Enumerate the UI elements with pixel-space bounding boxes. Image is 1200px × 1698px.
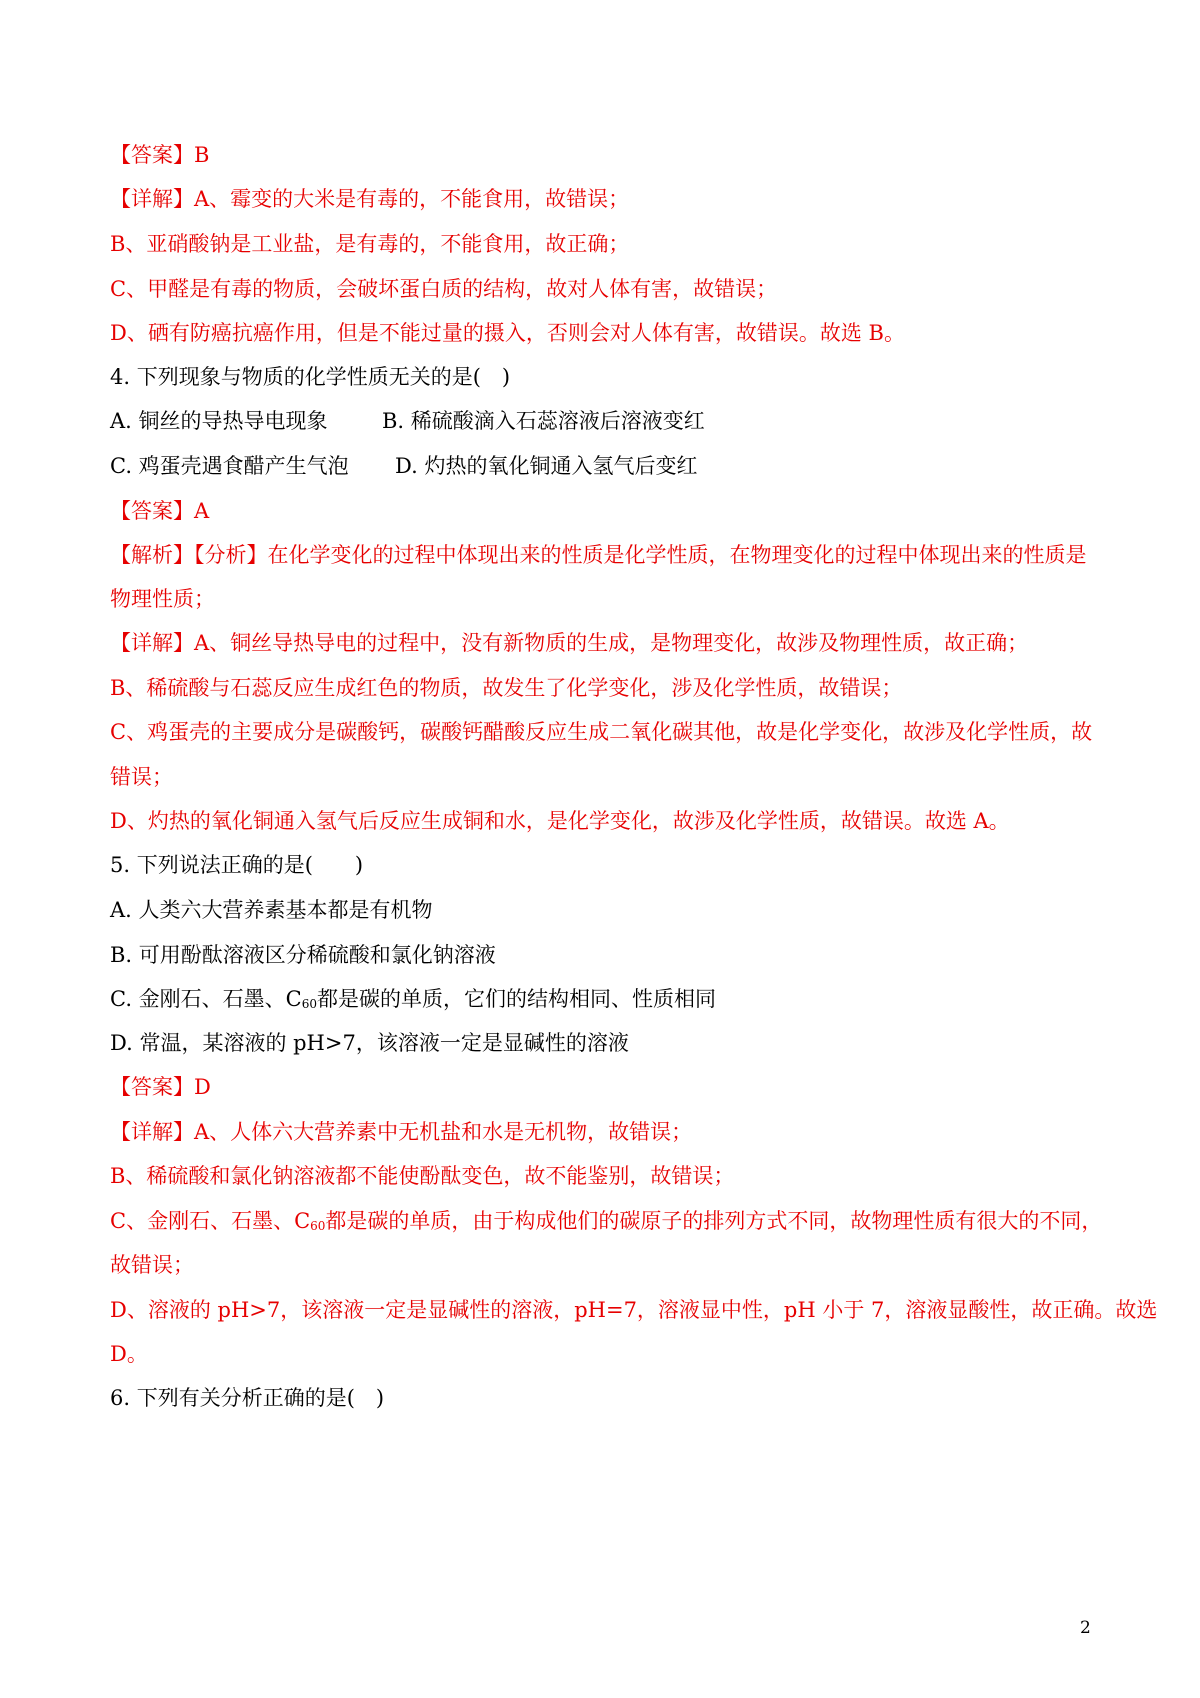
q4-detail-line: C、鸡蛋壳的主要成分是碳酸钙，碳酸钙醋酸反应生成二氧化碳其他，故是化学变化，故涉及化学性质，故 — [110, 720, 1093, 744]
q4-options-row-2 — [110, 451, 1110, 481]
q5-detail-line: 故错误； — [110, 1253, 194, 1277]
q4-stem: 4. 下列现象与物质的化学性质无关的是( ) — [110, 365, 511, 389]
q4-option-a: A. 铜丝的导热导电现象 — [110, 409, 328, 433]
q3-answer: 【答案】B — [110, 143, 210, 167]
q5-detail-line — [110, 1206, 1110, 1241]
q5-detail-line: D、溶液的 pH>7，该溶液一定是显碱性的溶液，pH=7，溶液显中性，pH 小于 7，溶液显酸性，故正确。故选 — [110, 1298, 1158, 1322]
q5-detail-line: D。 — [110, 1342, 148, 1366]
q5-detail-c-text: C、金刚石、石墨、C — [110, 1209, 311, 1233]
q5-answer: 【答案】D — [110, 1075, 211, 1099]
q4-detail-line: 【详解】A、铜丝导热导电的过程中，没有新物质的生成，是物理变化，故涉及物理性质，故正确； — [110, 631, 1029, 655]
q5-option-d: D. 常温，某溶液的 pH>7，该溶液一定是显碱性的溶液 — [110, 1031, 629, 1055]
q5-option-c-text: C. 金刚石、石墨、C — [110, 987, 302, 1011]
q5-detail-line: 【详解】A、人体六大营养素中无机盐和水是无机物，故错误； — [110, 1120, 693, 1144]
q5-detail-line: B、稀硫酸和氯化钠溶液都不能使酚酞变色，故不能鉴别，故错误； — [110, 1164, 735, 1188]
q4-answer: 【答案】A — [110, 499, 210, 523]
q4-option-b: B. 稀硫酸滴入石蕊溶液后溶液变红 — [382, 409, 705, 433]
q5-option-a: A. 人类六大营养素基本都是有机物 — [110, 898, 433, 922]
q4-option-d: D. 灼热的氧化铜通入氢气后变红 — [395, 454, 698, 478]
q3-detail-line: C、甲醛是有毒的物质，会破坏蛋白质的结构，故对人体有害，故错误； — [110, 277, 778, 301]
subscript-60: 60 — [310, 1219, 326, 1233]
q5-option-b: B. 可用酚酞溶液区分稀硫酸和氯化钠溶液 — [110, 943, 496, 967]
q5-option-c-text: 都是碳的单质，它们的结构相同、性质相同 — [317, 987, 717, 1011]
q5-detail-c-text: 都是碳的单质，由于构成他们的碳原子的排列方式不同，故物理性质有很大的不同， — [325, 1209, 1103, 1233]
q6-stem: 6. 下列有关分析正确的是( ) — [110, 1386, 385, 1410]
q3-detail-line: B、亚硝酸钠是工业盐，是有毒的，不能食用，故正确； — [110, 232, 630, 256]
q5-stem: 5. 下列说法正确的是( ) — [110, 853, 364, 877]
q3-detail-line: D、硒有防癌抗癌作用，但是不能过量的摄入，否则会对人体有害，故错误。故选 B。 — [110, 321, 905, 345]
q4-detail-line: 错误； — [110, 765, 173, 789]
subscript-60: 60 — [301, 997, 318, 1011]
q4-analysis-line: 【解析】【分析】在化学变化的过程中体现出来的性质是化学性质，在物理变化的过程中体现出来的性质是 — [110, 543, 1087, 567]
page-number: 2 — [1080, 1618, 1091, 1638]
q5-option-c — [110, 984, 1110, 1019]
q4-detail-line: D、灼热的氧化铜通入氢气后反应生成铜和水，是化学变化，故涉及化学性质，故错误。故选 A。 — [110, 809, 1010, 833]
q4-detail-line: B、稀硫酸与石蕊反应生成红色的物质，故发生了化学变化，涉及化学性质，故错误； — [110, 676, 903, 700]
q4-options-row-1 — [110, 406, 1110, 436]
q3-detail-line: 【详解】A、霉变的大米是有毒的，不能食用，故错误； — [110, 187, 630, 211]
q4-analysis-line: 物理性质； — [110, 587, 215, 611]
q4-option-c: C. 鸡蛋壳遇食醋产生气泡 — [110, 454, 349, 478]
